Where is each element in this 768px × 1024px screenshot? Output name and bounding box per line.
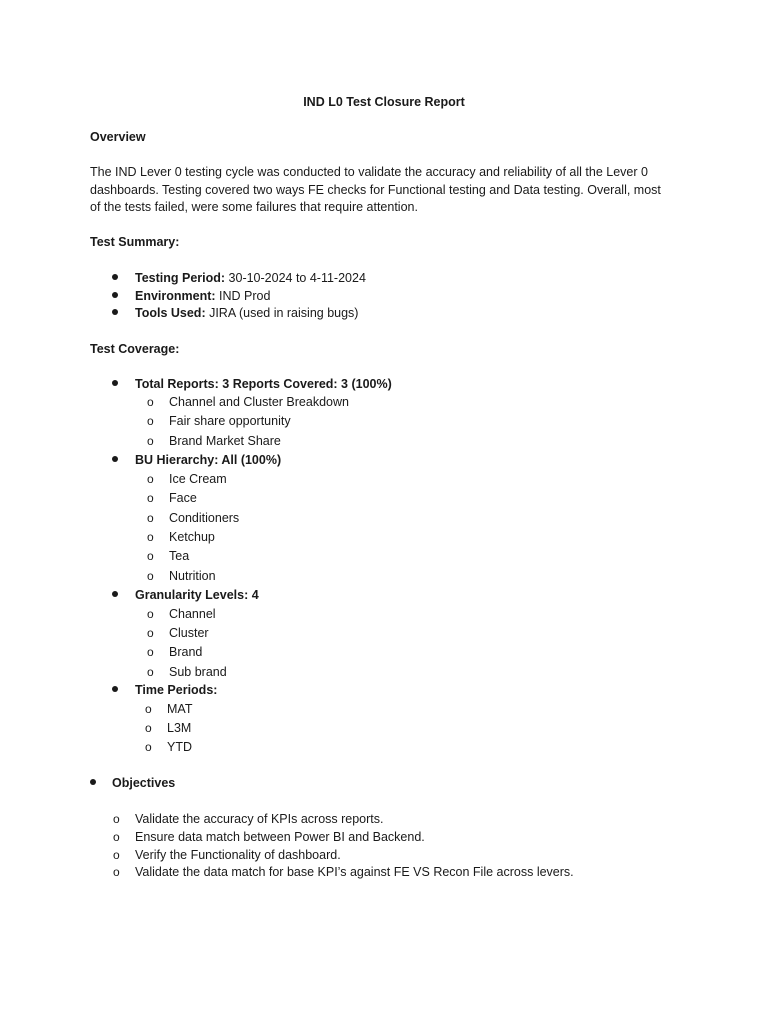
sub-bullet-icon: o (113, 830, 120, 844)
list-item: Ketchup (169, 530, 215, 544)
summary-item-value: 30-10-2024 to 4-11-2024 (225, 271, 366, 285)
sub-bullet-icon: o (147, 511, 154, 525)
overview-paragraph: The IND Lever 0 testing cycle was conducted to validate the accuracy and reliability of all the Lever 0 dashboards. Testing covered two ways FE checks for Functional testing and Data testing. Overall, most of the tests failed, were some failures that require attention. (90, 165, 661, 214)
bullet-icon (90, 779, 96, 785)
bullet-icon (112, 591, 118, 597)
test-summary-heading: Test Summary: (90, 235, 180, 249)
list-item: Face (169, 491, 197, 505)
sub-bullet-icon: o (147, 434, 154, 448)
bullet-icon (112, 309, 118, 315)
summary-item-value: JIRA (used in raising bugs) (205, 306, 359, 320)
list-item: Brand Market Share (169, 434, 281, 448)
objective-item: Validate the accuracy of KPIs across reports. (135, 812, 384, 826)
sub-bullet-icon: o (147, 530, 154, 544)
list-item: Nutrition (169, 569, 216, 583)
summary-item-label: Tools Used: (135, 306, 206, 320)
list-item: Brand (169, 645, 203, 659)
sub-bullet-icon: o (145, 702, 152, 716)
bullet-icon (112, 380, 118, 386)
list-item: Fair share opportunity (169, 414, 291, 428)
summary-item-tools-used (135, 305, 358, 321)
objectives-heading: Objectives (112, 776, 176, 790)
coverage-group-total-reports: Total Reports: 3 Reports Covered: 3 (100%) (135, 377, 392, 391)
bullet-icon (112, 292, 118, 298)
sub-bullet-icon: o (147, 645, 154, 659)
sub-bullet-icon: o (113, 812, 120, 826)
summary-item-label: Testing Period: (135, 271, 226, 285)
sub-bullet-icon: o (147, 414, 154, 428)
list-item: L3M (167, 721, 192, 735)
sub-bullet-icon: o (147, 626, 154, 640)
sub-bullet-icon: o (147, 665, 154, 679)
bullet-icon (112, 456, 118, 462)
sub-bullet-icon: o (147, 472, 154, 486)
sub-bullet-icon: o (147, 607, 154, 621)
objective-item: Ensure data match between Power BI and Backend. (135, 830, 425, 844)
list-item: Cluster (169, 626, 209, 640)
test-coverage-heading: Test Coverage: (90, 342, 180, 356)
list-item: Channel and Cluster Breakdown (169, 395, 349, 409)
list-item: YTD (167, 740, 192, 754)
bullet-icon (112, 686, 118, 692)
objective-item: Verify the Functionality of dashboard. (135, 848, 341, 862)
summary-item-value: IND Prod (215, 289, 271, 303)
overview-heading: Overview (90, 130, 146, 144)
list-item: MAT (167, 702, 193, 716)
sub-bullet-icon: o (145, 721, 152, 735)
sub-bullet-icon: o (113, 865, 120, 879)
summary-item-label: Environment: (135, 289, 216, 303)
sub-bullet-icon: o (145, 740, 152, 754)
bullet-icon (112, 274, 118, 280)
sub-bullet-icon: o (147, 549, 154, 563)
coverage-group-time-periods: Time Periods: (135, 683, 218, 697)
sub-bullet-icon: o (147, 491, 154, 505)
list-item: Conditioners (169, 511, 240, 525)
list-item: Ice Cream (169, 472, 227, 486)
list-item: Sub brand (169, 665, 227, 679)
summary-item-environment (135, 288, 270, 304)
objective-item: Validate the data match for base KPI’s against FE VS Recon File across levers. (135, 865, 574, 879)
sub-bullet-icon: o (113, 848, 120, 862)
summary-item-testing-period (135, 270, 366, 286)
list-item: Tea (169, 549, 190, 563)
coverage-group-granularity-levels: Granularity Levels: 4 (135, 588, 259, 602)
coverage-group-bu-hierarchy: BU Hierarchy: All (100%) (135, 453, 282, 467)
list-item: Channel (169, 607, 216, 621)
report-title: IND L0 Test Closure Report (303, 95, 465, 109)
sub-bullet-icon: o (147, 569, 154, 583)
sub-bullet-icon: o (147, 395, 154, 409)
